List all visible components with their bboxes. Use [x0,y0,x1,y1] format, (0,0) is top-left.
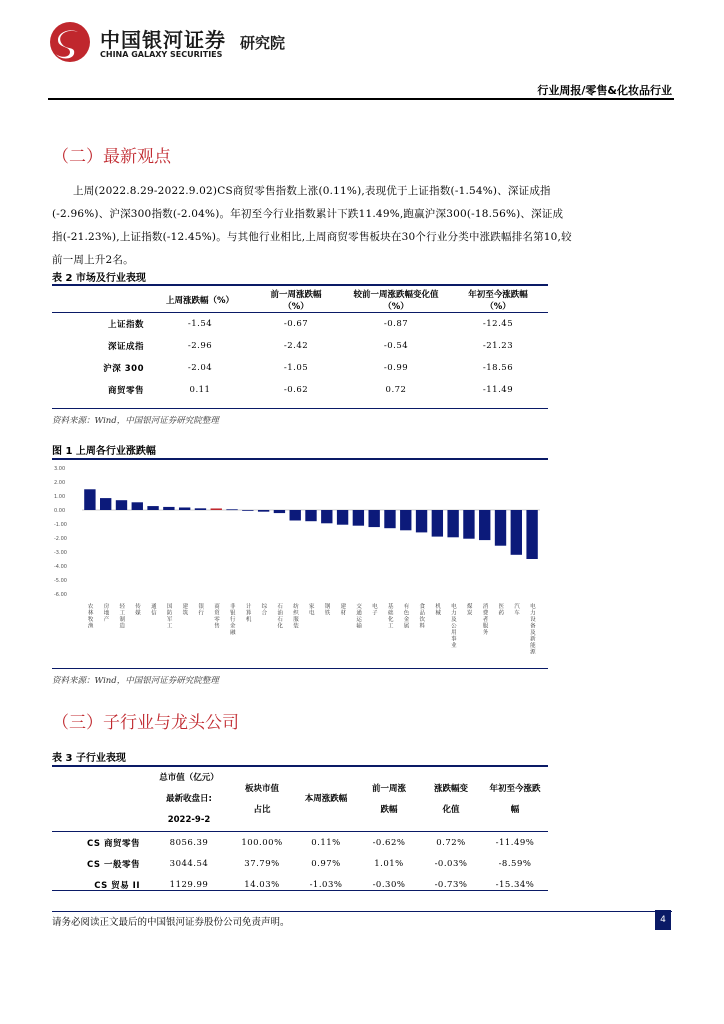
institute-name: 研究院 [240,34,286,52]
figure1-bottom-rule [52,668,548,669]
bar-汽车 [511,510,522,555]
table-row [52,335,548,357]
cell: 8056.39 [169,837,209,848]
x-category-label: 医药 [498,604,505,617]
cell: -2.04 [187,363,213,373]
cell: -0.99 [383,363,409,373]
header-change: 较前一周涨跌幅变化值 （%） [353,290,439,312]
cell: -1.03% [309,879,343,890]
section-title-sub-industries: （三）子行业与龙头公司 [52,713,239,733]
table2-source: 资料来源：Wind，中国银河证券研究院整理 [52,416,219,426]
header-last-week: 上周涨跌幅（%） [165,296,235,306]
x-category-label: 电力及公用事业 [451,604,457,649]
bar-家电 [305,510,316,521]
y-tick-label: 3.00 [54,466,66,472]
table2-top-rule [52,284,548,286]
cell: -21.23 [482,341,514,351]
market-performance-table [52,288,548,401]
bar-机械 [432,510,443,537]
cell: 100.00% [241,837,283,848]
cell: 1.01% [374,858,404,869]
x-category-label: 有色金属 [403,604,410,630]
cell: 0.11 [189,385,211,395]
y-tick-label: 0.00 [54,508,66,514]
bar-计算机 [242,510,253,511]
bar-通信 [147,506,158,510]
x-category-label: 煤炭 [466,604,473,617]
table2-title: 表 2 市场及行业表现 [52,273,146,284]
summary-paragraph: 上周(2022.8.29-2022.9.02)CS商贸零售指数上涨(0.11%),表现优于上证指数(-1.54%)、深证成指(-2.96%)、沪深300指数(-2.04%)。年初至今行业指数累计下跌11.49%,跑赢沪深300(-18.56%)、深证成指(-21.23%),上证指数(-12.45%)。与其他行业相比,上周商贸零售板块在30个行业分类中涨跌幅排名第10,较前一周上升2名。 [52,185,572,266]
table-row [52,832,548,854]
bar-煤炭 [463,510,474,539]
y-tick-label: -1.00 [54,522,67,528]
x-category-label: 消费者服务 [482,604,489,636]
bar-传媒 [132,502,143,510]
x-category-label: 电力设备及新能源 [530,604,536,656]
cell: -0.67 [283,319,309,329]
bar-基础化工 [384,510,395,528]
figure1-top-rule [52,458,548,460]
header-share: 板块市值 占比 [244,783,279,815]
x-category-label: 通信 [151,604,157,617]
row-label: 深证成指 [107,342,144,352]
cell: 0.97% [311,858,341,869]
row-label: CS 贸易 II [94,880,140,891]
header-prev-week: 前一周涨跌幅 （%） [270,290,322,312]
cell: -12.45 [482,319,514,329]
bar-电力设备及新能源 [526,510,537,559]
sub-industry-table [52,768,548,895]
bar-建筑 [179,507,190,510]
bar-医药 [495,510,506,546]
cell: -0.87 [383,319,409,329]
header-ytd: 年初至今涨跌 幅 [489,783,541,815]
table-row [52,853,548,874]
cell: -2.96 [187,341,213,351]
cell: -0.62% [372,837,406,848]
bar-非银行金融 [226,509,237,510]
cell: -11.49 [482,385,514,395]
bar-轻工制造 [116,500,127,510]
cell: -0.62 [283,385,309,395]
figure1-source: 资料来源：Wind，中国银河证券研究院整理 [52,676,219,686]
bar-农林牧渔 [84,489,95,510]
y-tick-label: 2.00 [54,480,66,486]
y-tick-label: -3.00 [54,550,67,556]
x-category-label: 商贸零售 [214,604,220,630]
cell: -15.34% [495,879,535,890]
company-logo [48,20,238,66]
galaxy-logo-icon [48,20,92,64]
page-number: 4 [655,910,671,930]
table-header-row [52,768,548,832]
disclaimer-text: 请务必阅读正文最后的中国银河证券股份公司免责声明。 [52,917,290,928]
x-category-label: 交通运输 [356,604,362,630]
y-tick-label: -6.00 [54,592,67,598]
cell: 1129.99 [169,879,209,890]
cell: -0.30% [372,879,406,890]
bar-钢铁 [321,510,332,523]
table-row [52,357,548,379]
table-row [52,313,548,336]
cell: 0.11% [311,837,341,848]
row-label: CS 一般零售 [87,859,140,870]
bar-银行 [195,508,206,510]
bar-有色金属 [400,510,411,530]
bar-食品饮料 [416,510,427,532]
bar-电子 [368,510,379,527]
cell: -0.03% [434,858,468,869]
bar-综合 [258,510,269,512]
header-prev-week: 前一周涨 跌幅 [371,783,406,815]
x-category-label: 纺织服装 [293,604,299,630]
x-category-label: 电子 [372,604,378,617]
cell: -1.54 [187,319,213,329]
bar-国防军工 [163,507,174,510]
cell: -8.59% [498,858,532,869]
bar-房地产 [100,498,111,510]
row-label: 上证指数 [107,320,144,330]
bar-商贸零售 [211,508,222,510]
y-tick-label: -5.00 [54,578,67,584]
logo-chinese-name: 中国银河证券 [100,28,226,52]
table2-bottom-rule [52,408,548,409]
industry-change-bar-chart [52,462,548,666]
x-category-label: 汽车 [514,604,520,617]
report-type: 行业周报/零售&化妆品行业 [537,84,672,97]
cell: 3044.54 [169,858,209,869]
x-category-label: 计算机 [245,604,252,623]
bar-交通运输 [353,510,364,526]
cell: 14.03% [244,879,280,890]
bar-石油石化 [274,510,285,513]
x-category-label: 非银行金融 [230,604,236,636]
y-tick-label: 1.00 [54,494,66,500]
x-category-label: 综合 [261,604,268,617]
x-category-label: 房地产 [103,604,110,623]
bar-纺织服装 [290,510,301,521]
table3-title: 表 3 子行业表现 [52,753,126,764]
bar-建材 [337,510,348,525]
cell: -11.49% [495,837,535,848]
table3-bottom-rule [52,890,548,891]
header-week-change: 本周涨跌幅 [304,794,348,804]
header-divider [48,98,674,100]
figure1-title: 图 1 上周各行业涨跌幅 [52,446,156,457]
x-category-label: 机械 [435,604,441,617]
cell: -18.56 [482,363,514,373]
header-change: 涨跌幅变 化值 [433,783,468,815]
x-category-label: 轻工制造 [119,604,125,630]
x-category-label: 传媒 [135,604,141,617]
row-label: 沪深 300 [103,364,144,374]
table3-top-rule [52,765,548,767]
x-category-label: 食品饮料 [419,604,426,630]
x-category-label: 银行 [198,604,204,617]
table-header-row [52,288,548,313]
row-label: CS 商贸零售 [87,838,140,849]
x-category-label: 国防军工 [166,604,173,630]
section-title-latest-views: （二）最新观点 [52,147,171,167]
cell: 0.72% [436,837,466,848]
header-ytd: 年初至今涨跌幅 （%） [468,290,528,312]
bar-电力及公用事业 [447,510,458,537]
x-category-label: 农林牧渔 [87,604,94,630]
table-row [52,379,548,401]
footer-divider [52,911,672,912]
x-category-label: 石油石化 [277,604,283,630]
header-market-cap: 总市值（亿元） 最新收盘日: 2022-9-2 [159,773,219,825]
x-category-label: 家电 [309,604,315,617]
y-tick-label: -2.00 [54,536,67,542]
y-tick-label: -4.00 [54,564,67,570]
table-row [52,874,548,895]
cell: -1.05 [283,363,309,373]
bar-消费者服务 [479,510,490,540]
cell: 37.79% [244,858,280,869]
x-category-label: 基础化工 [387,604,394,630]
cell: -0.54 [383,341,409,351]
x-category-label: 建材 [340,604,347,617]
row-label: 商贸零售 [107,386,144,396]
x-category-label: 钢铁 [324,604,331,617]
logo-english-name: CHINA GALAXY SECURITIES [100,50,223,59]
cell: -2.42 [283,341,309,351]
cell: -0.73% [434,879,468,890]
cell: 0.72 [385,385,407,395]
x-category-label: 建筑 [182,604,189,617]
